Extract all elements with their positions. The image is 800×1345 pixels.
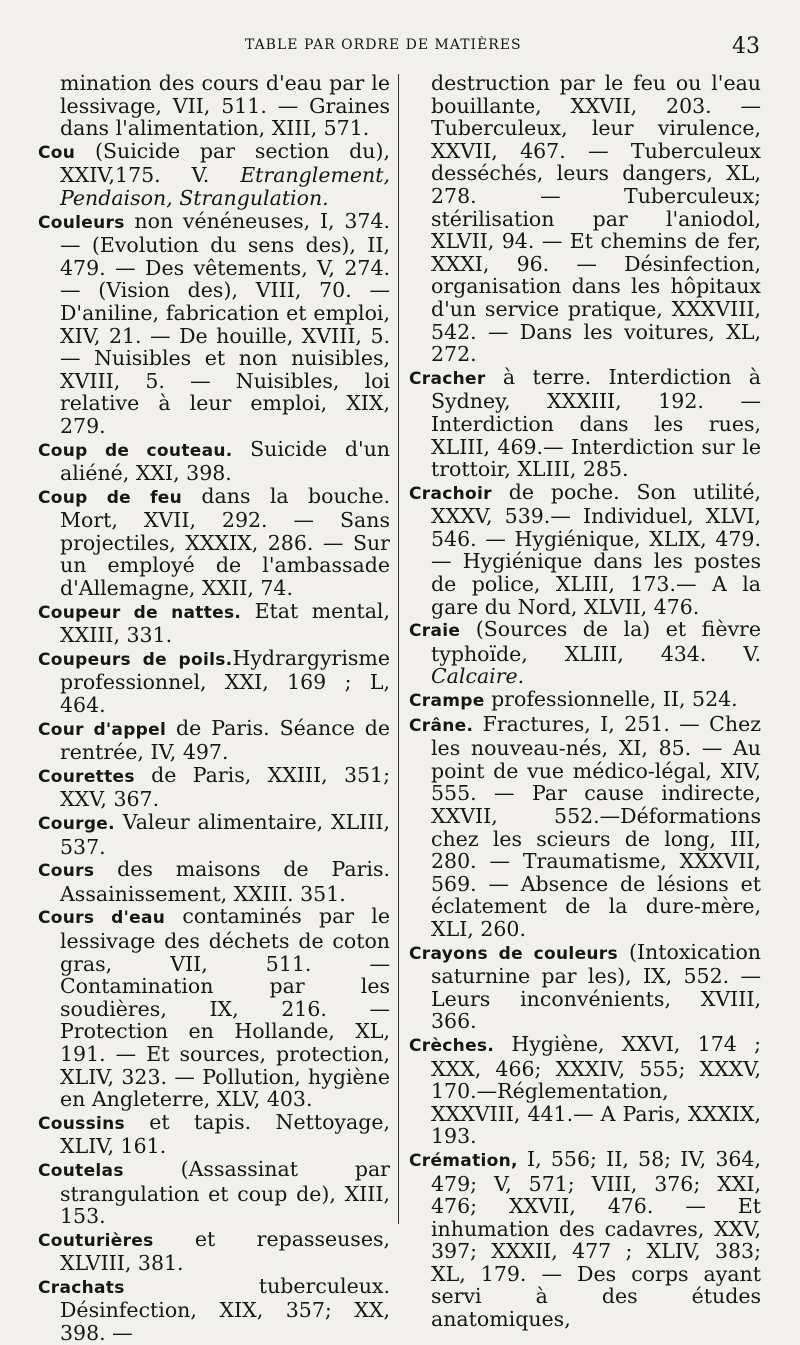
entry-text: Suicide d'un aliéné, XXI, 398. bbox=[60, 436, 391, 486]
index-entry bbox=[409, 688, 761, 713]
index-entry bbox=[38, 140, 390, 210]
entry-heading: Courettes bbox=[38, 766, 135, 787]
entry-text: professionnelle, II, 524. bbox=[484, 687, 738, 712]
entry-text: (Suicide par section du), XXIV,175. V. bbox=[60, 138, 390, 188]
index-entry bbox=[38, 811, 390, 858]
entry-text: contaminés par le lessivage des déchets de coton gras, VII, 511. — Contamination par les soudières, IX, 216. — Protection en Hollande, XL, 191. — Et sources, protection, XLIV, 323. — Pollution, hygiène en Angleterre, XLV, 403. bbox=[60, 904, 390, 1112]
entry-heading: Crémation, bbox=[409, 1150, 518, 1171]
entry-heading: Cours bbox=[38, 861, 95, 882]
entry-heading: Crâne. bbox=[409, 715, 474, 736]
entry-heading: Crayons de couleurs bbox=[409, 943, 618, 964]
page-header bbox=[0, 34, 800, 60]
entry-text: mination des cours d'eau par le lessivage, VII, 511. — Graines dans l'alimentation, XIII, 571. bbox=[60, 71, 390, 141]
right-column bbox=[409, 72, 761, 1331]
entry-heading: Cou bbox=[38, 142, 76, 163]
entry-heading: Coup de couteau. bbox=[38, 440, 233, 461]
entry-heading: Crampe bbox=[409, 691, 485, 712]
entry-text: de Paris. Séance de rentrée, IV, 497. bbox=[60, 715, 390, 765]
index-entry bbox=[409, 713, 761, 941]
entry-text: Hygiène, XXVI, 174 ; XXX, 466; XXXIV, 555; XXXV, 170.—Réglementation, XXXVIII, 441.— A Paris, XXXIX, 193. bbox=[431, 1031, 761, 1149]
index-entry bbox=[409, 941, 761, 1033]
index-entry bbox=[409, 618, 761, 688]
index-entry bbox=[38, 1228, 390, 1275]
index-entry bbox=[38, 485, 390, 600]
entry-text: de poche. Son utilité, XXXV, 539.— Individuel, XLVI, 546. — Hygiénique, XLIX, 479. — Hygiénique dans les postes de police, XLIII, 173.— A la gare du Nord, XLVII, 476. bbox=[431, 479, 761, 619]
entry-text: Valeur alimentaire, XLIII, 537. bbox=[60, 810, 390, 859]
index-entry bbox=[38, 717, 390, 764]
index-entry bbox=[38, 210, 390, 438]
entry-heading: Coupeurs de poils. bbox=[38, 649, 233, 670]
entry-heading: Couleurs bbox=[38, 212, 125, 233]
entry-text: et tapis. Nettoyage, XLIV, 161. bbox=[60, 1109, 390, 1159]
entry-text: destruction par le feu ou l'eau bouillante, XXVII, 203. — Tuberculeux, leur virulence, XXVII, 467. — Tuberculeux desséchés, leurs dangers, XL, 278. — Tuberculeux; stérilisation par l'aniodol, XLVII, 94. — Et chemins de fer, XXXI, 96. — Désinfection, organisation dans les hôpitaux d'un service pratique, XXXVIII, 542. — Dans les voitures, XL, 272. bbox=[431, 71, 761, 367]
index-entry bbox=[409, 481, 761, 619]
entry-text: dans la bouche. Mort, XVII, 292. — Sans projectiles, XXXIX, 286. — Sur un employé de l'ambassade d'Allemagne, XXII, 74. bbox=[60, 483, 390, 601]
entry-text: (Intoxication saturnine par les), IX, 552. — Leurs inconvénients, XVIII, 366. bbox=[431, 939, 761, 1034]
left-column bbox=[38, 72, 390, 1345]
entry-text: non vénéneuses, I, 374. — (Evolution du sens des), II, 479. — Des vêtements, V, 274. — (Vision des), VIII, 70. — D'aniline, fabrication et emploi, XIV, 21. — De houille, XVIII, 5. — Nuisibles et non nuisibles, XVIII, 5. — Nuisibles, loi relative à leur emploi, XIX, 279. bbox=[60, 208, 390, 438]
index-entry bbox=[38, 858, 390, 905]
index-entry bbox=[409, 72, 761, 366]
entry-heading: Coupeur de nattes. bbox=[38, 602, 242, 623]
running-title: TABLE PAR ORDRE DE MATIÈRES bbox=[245, 37, 522, 53]
entry-heading: Cours d'eau bbox=[38, 908, 166, 929]
index-entry bbox=[409, 1148, 761, 1331]
entry-heading: Crachats bbox=[38, 1277, 125, 1298]
index-entry bbox=[38, 1111, 390, 1158]
index-entry bbox=[38, 600, 390, 647]
entry-heading: Cour d'appel bbox=[38, 719, 167, 740]
index-entry bbox=[409, 1033, 761, 1148]
entry-heading: Coutelas bbox=[38, 1160, 124, 1181]
entry-heading: Craie bbox=[409, 621, 461, 642]
entry-cross-reference: Calcaire. bbox=[431, 664, 525, 689]
entry-heading: Coup de feu bbox=[38, 487, 183, 508]
column-divider bbox=[398, 74, 399, 1224]
entry-heading: Coussins bbox=[38, 1113, 125, 1134]
index-entry bbox=[38, 905, 390, 1110]
entry-heading: Courge. bbox=[38, 814, 115, 834]
entry-text: (Assassinat par strangulation et coup de), XIII, 153. bbox=[60, 1156, 390, 1229]
entry-heading: Crèches. bbox=[409, 1035, 495, 1056]
entry-heading: Cracher bbox=[409, 368, 486, 389]
entry-text: (Sources de la) et fièvre typhoïde, XLIII, 434. V. bbox=[431, 617, 761, 666]
index-entry bbox=[38, 1275, 390, 1345]
entry-heading: Couturières bbox=[38, 1230, 154, 1251]
entry-text: Etat mental, XXIII, 331. bbox=[60, 598, 390, 648]
page-number: 43 bbox=[732, 34, 760, 59]
index-entry bbox=[409, 366, 761, 481]
entry-text: Hydrargyrisme professionnel, XXI, 169 ; L, 464. bbox=[60, 645, 390, 718]
entry-heading: Crachoir bbox=[409, 483, 492, 504]
entry-text: de Paris, XXIII, 351; XXV, 367. bbox=[60, 762, 390, 812]
entry-text: à terre. Interdiction à Sydney, XXXIII, 192. — Interdiction dans les rues, XLIII, 469.— Interdiction sur le trottoir, XLIII, 285. bbox=[431, 364, 761, 482]
index-entry bbox=[38, 1158, 390, 1228]
entry-text: des maisons de Paris. Assainissement, XXIII. 351. bbox=[60, 857, 390, 906]
entry-text: tuberculeux. Désinfection, XIX, 357; XX, 398. — bbox=[60, 1273, 390, 1345]
entry-text: I, 556; II, 58; IV, 364, 479; V, 571; VIII, 376; XXI, 476; XXVII, 476. — Et inhumation des cadavres, XXV, 397; XXXII, 477 ; XLIV, 383; XL, 179. — Des corps ayant servi à des études anatomiques, bbox=[431, 1146, 761, 1332]
index-entry bbox=[38, 72, 390, 140]
entry-cross-reference: Etranglement, Pendaison, Strangulation. bbox=[60, 163, 390, 210]
entry-text: et repasseuses, XLVIII, 381. bbox=[60, 1226, 390, 1276]
entry-text: Fractures, I, 251. — Chez les nouveau-nés, XI, 85. — Au point de vue médico-légal, XIV, 555. — Par cause indirecte, XXVII, 552.—Déformations chez les scieurs de long, III, 280. — Traumatisme, XXXVII, 569. — Absence de lésions et éclatement de la dure-mère, XLI, 260. bbox=[431, 711, 761, 941]
index-entry bbox=[38, 764, 390, 811]
index-entry bbox=[38, 438, 390, 485]
index-entry bbox=[38, 647, 390, 717]
